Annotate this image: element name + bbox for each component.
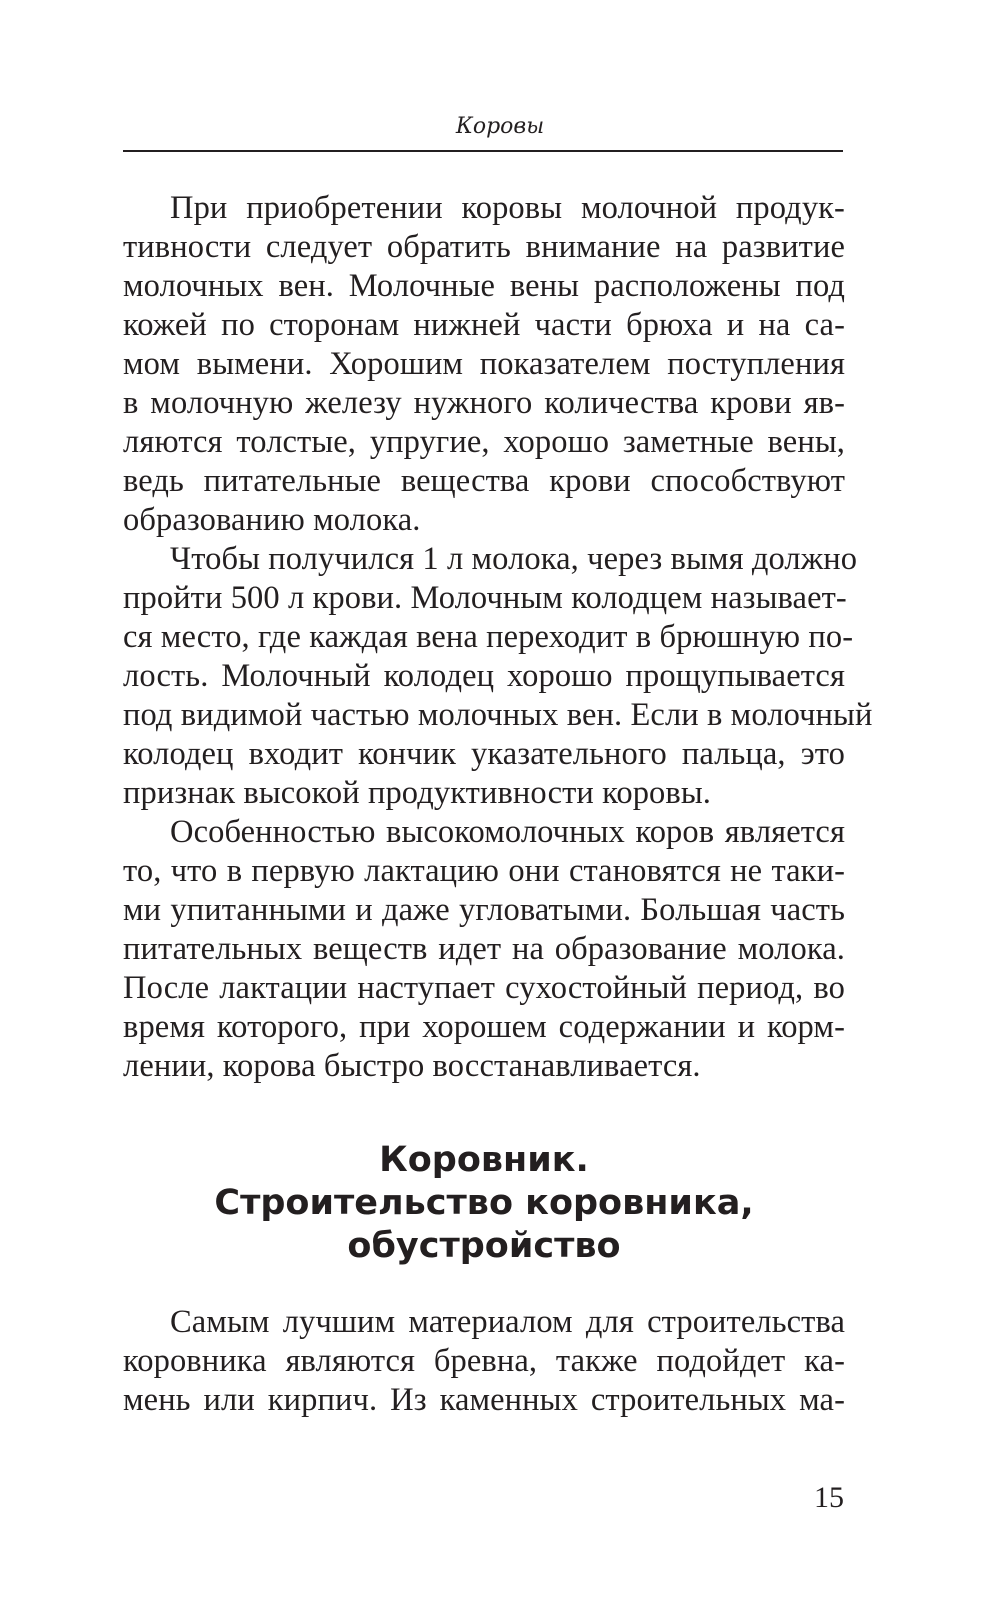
text-line: ведь питательные вещества крови способствуют	[123, 463, 845, 499]
heading-line: Коровник.	[379, 1140, 589, 1180]
text-line: лении, корова быстро восстанавливается.	[123, 1048, 701, 1084]
paragraph-milk-well	[123, 540, 873, 813]
text-line: ми упитанными и даже угловатыми. Большая часть	[123, 892, 845, 928]
text-line: Чтобы получился 1 л молока, через вымя должно	[170, 541, 858, 577]
text-line: ляются толстые, упругие, хорошо заметные вены,	[123, 424, 845, 460]
text-line: время которого, при хорошем содержании и корм-	[123, 1009, 845, 1045]
text-line: в молочную железу нужного количества крови яв-	[123, 385, 845, 421]
text-line: тивности следует обратить внимание на развитие	[123, 229, 845, 265]
paragraph-materials	[123, 1303, 845, 1420]
text-line: ся место, где каждая вена переходит в брюшную по-	[123, 619, 854, 655]
paragraph-veins	[123, 189, 845, 540]
body-text-top	[123, 189, 873, 1086]
text-line: кожей по сторонам нижней части брюха и на са-	[123, 307, 845, 343]
text-line: Особенностью высокомолочных коров является	[170, 814, 845, 850]
text-line: образованию молока.	[123, 502, 421, 538]
text-line: признак высокой продуктивности коровы.	[123, 775, 712, 811]
text-line: пройти 500 л крови. Молочным колодцем называет-	[123, 580, 847, 616]
heading-line: обустройство	[347, 1226, 621, 1266]
body-text-bottom	[123, 1303, 845, 1420]
paragraph-lactation	[123, 813, 845, 1086]
header-rule	[123, 150, 843, 152]
text-line: лость. Молочный колодец хорошо прощупывается	[123, 658, 845, 694]
text-line: то, что в первую лактацию они становятся не таки-	[123, 853, 845, 889]
text-line: мом вымени. Хорошим показателем поступления	[123, 346, 845, 382]
heading-line: Строительство коровника,	[214, 1183, 754, 1223]
text-line: колодец входит кончик указательного пальца, это	[123, 736, 845, 772]
text-line: Самым лучшим материалом для строительства	[170, 1304, 845, 1340]
page-number: 15	[814, 1481, 844, 1514]
text-line: коровника являются бревна, также подойдет ка-	[123, 1343, 845, 1379]
section-heading	[123, 1139, 845, 1268]
text-line: питательных веществ идет на образование молока.	[123, 931, 845, 967]
text-line: молочных вен. Молочные вены расположены под	[123, 268, 845, 304]
running-head: Коровы	[455, 114, 545, 139]
text-line: под видимой частью молочных вен. Если в молочный	[123, 697, 873, 733]
text-line: мень или кирпич. Из каменных строительных ма-	[123, 1382, 845, 1418]
text-line: При приобретении коровы молочной продук-	[170, 190, 845, 226]
text-line: После лактации наступает сухостойный период, во	[123, 970, 845, 1006]
